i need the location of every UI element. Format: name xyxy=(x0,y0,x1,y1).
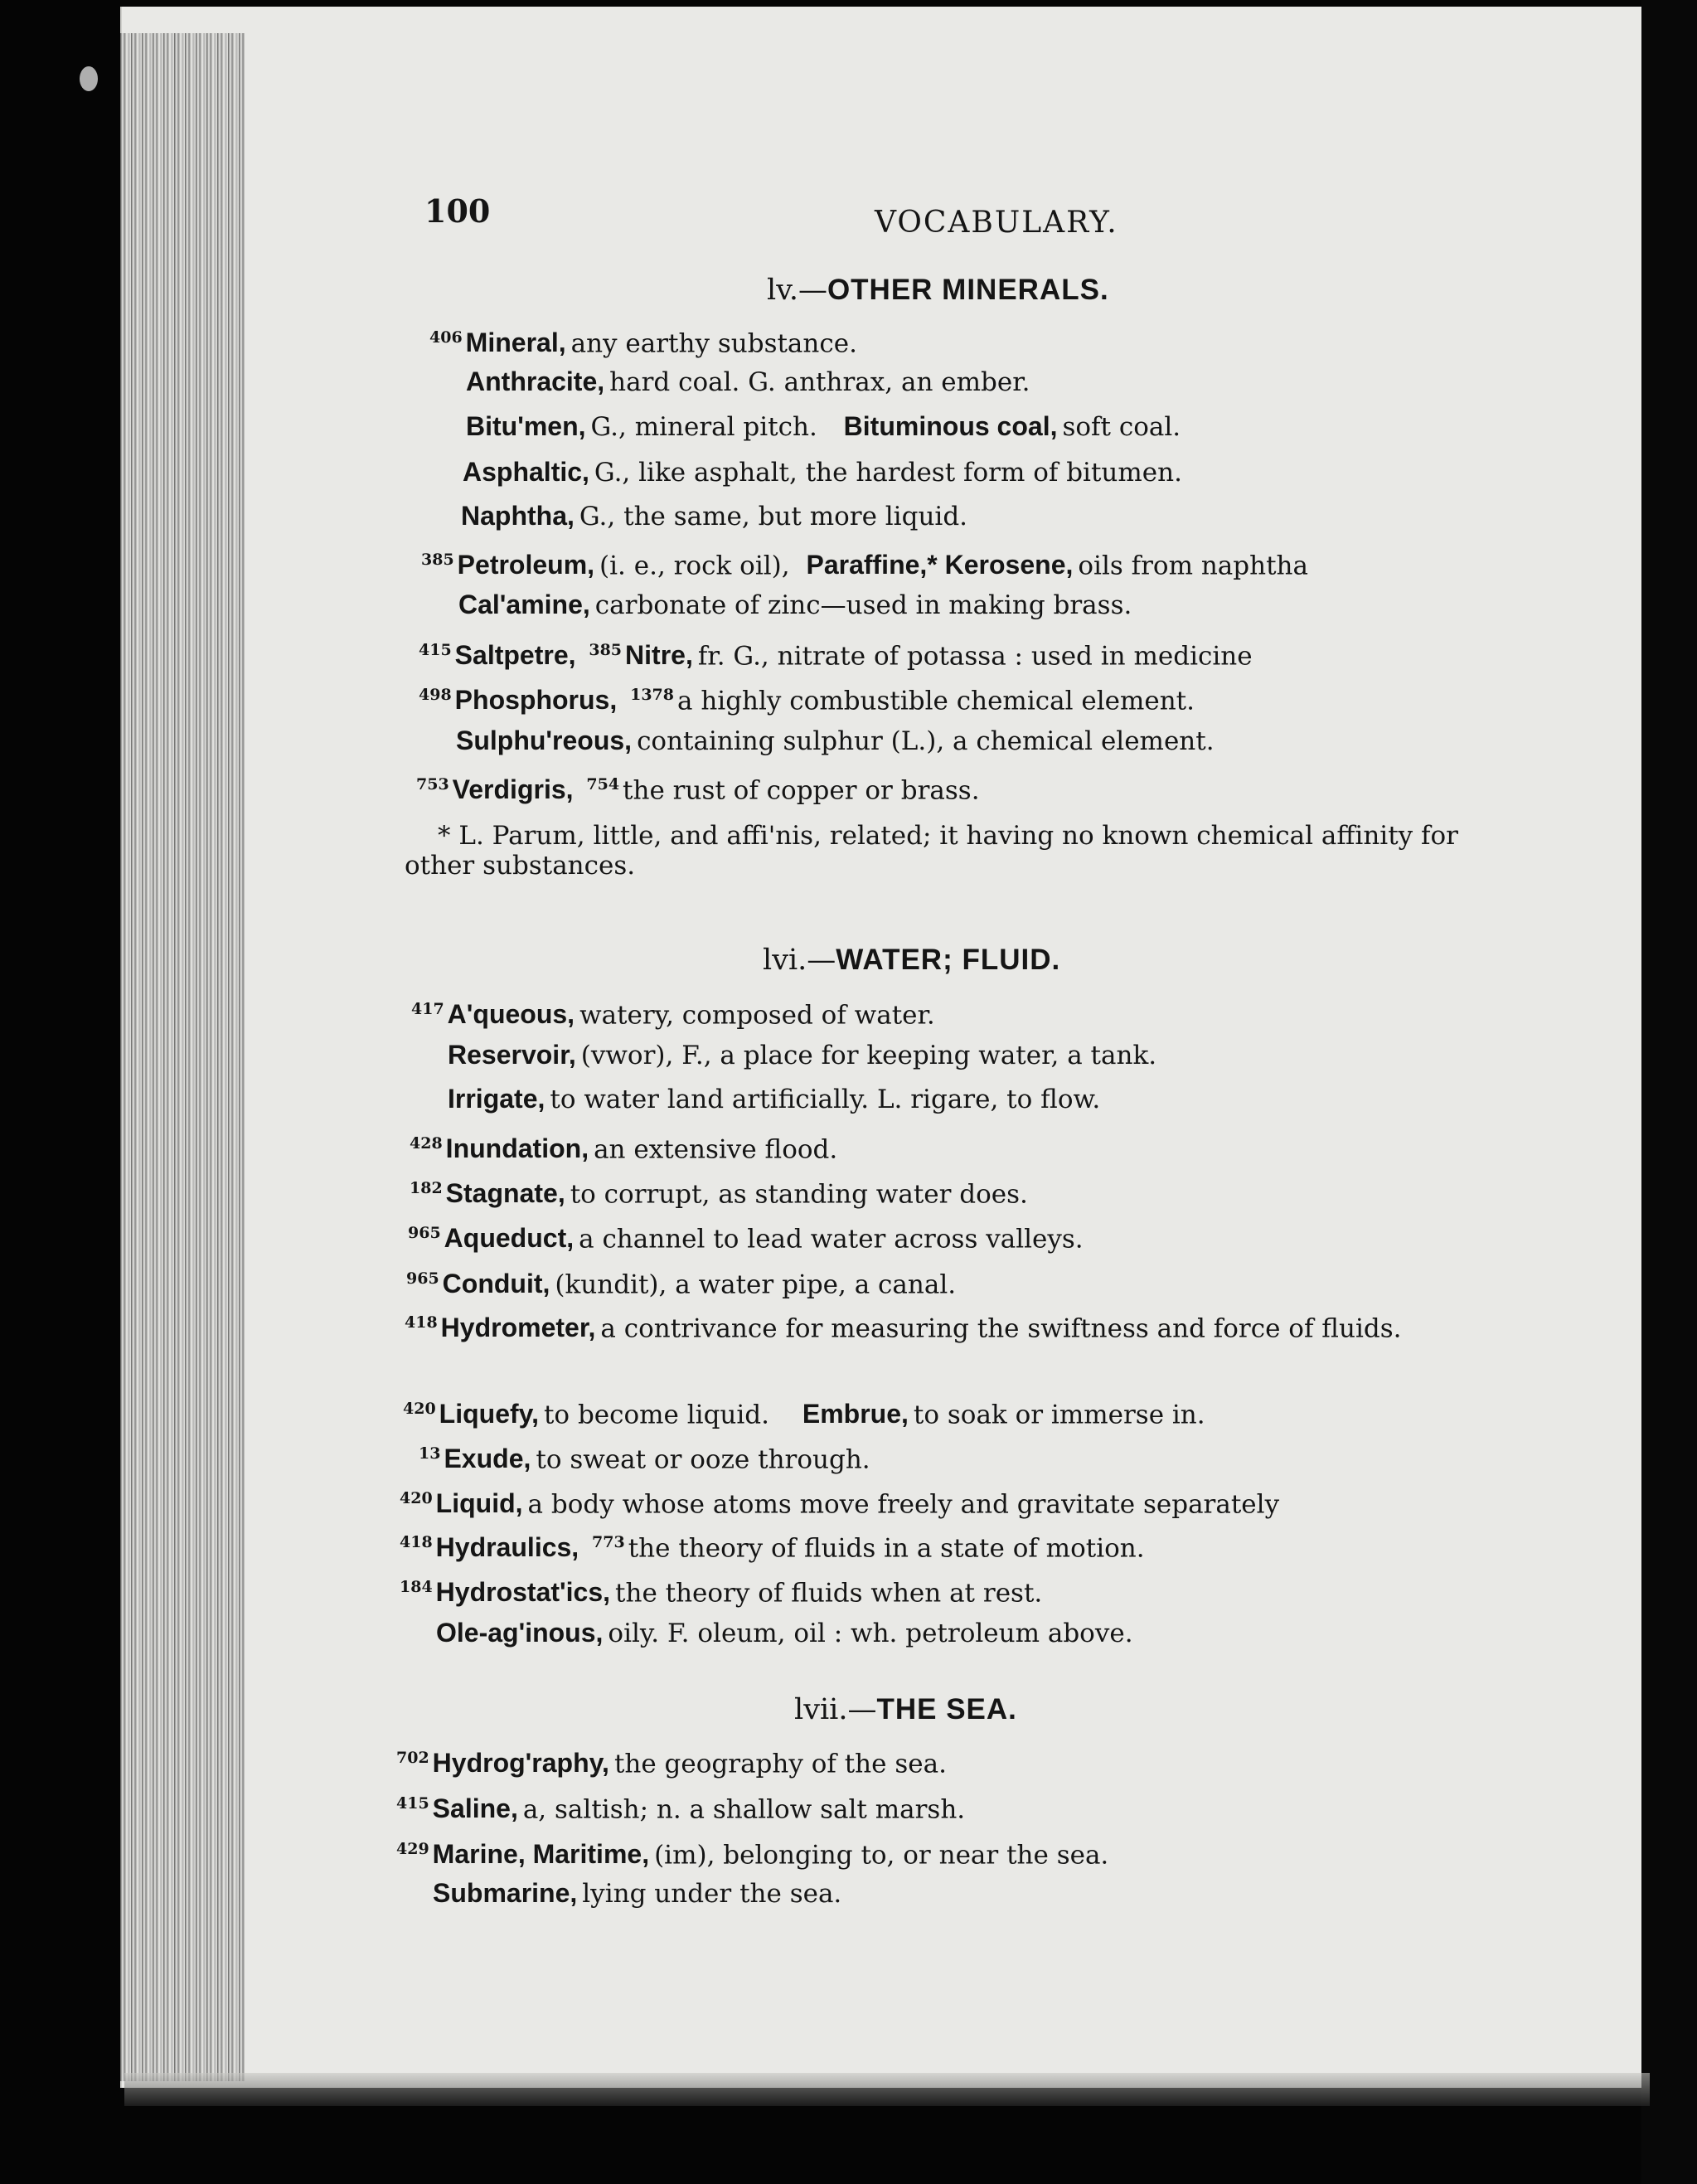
entry-definition: G., mineral pitch. xyxy=(590,412,817,442)
entry-definition-secondary: oils from naphtha xyxy=(1078,551,1308,581)
entry-hydrostatics xyxy=(400,1573,1042,1607)
section-heading-lvii xyxy=(794,1693,1017,1726)
entry-definition: the theory of fluids when at rest. xyxy=(615,1578,1043,1609)
entry-headword: Petroleum, xyxy=(457,550,595,580)
entry-ref-number: 428 xyxy=(410,1134,443,1153)
entry-headword: Liquefy, xyxy=(439,1399,539,1429)
entry-ref-number: 420 xyxy=(400,1489,433,1507)
entry-headword: Exude, xyxy=(444,1444,531,1474)
entry-headword: Phosphorus, xyxy=(454,685,618,716)
entry-definition: hard coal. G. anthrax, an ember. xyxy=(609,367,1030,397)
entry-liquefy xyxy=(403,1395,1205,1429)
section-number: lvii.— xyxy=(794,1693,877,1726)
entry-headword: Irrigate, xyxy=(448,1084,545,1114)
entry-headword: Hydrometer, xyxy=(440,1313,596,1343)
entry-headword-secondary: Embrue, xyxy=(802,1399,909,1429)
entry-marine xyxy=(396,1835,1108,1869)
entry-headword: Hydrostat'ics, xyxy=(435,1577,611,1608)
entry-headword: Stagnate, xyxy=(445,1178,565,1209)
entry-headword: Aqueduct, xyxy=(444,1223,575,1254)
entry-ref-number: 420 xyxy=(403,1400,436,1418)
entry-anthracite xyxy=(466,367,1030,396)
entry-conduit xyxy=(406,1264,956,1298)
entry-petroleum xyxy=(421,546,1308,580)
entry-headword: Mineral, xyxy=(465,328,566,358)
entry-headword: Sulphu'reous, xyxy=(456,726,633,755)
entry-ref-number: 965 xyxy=(406,1269,439,1288)
entry-headword: Marine, Maritime, xyxy=(432,1839,650,1870)
entry-headword: Saltpetre, xyxy=(454,640,576,671)
entry-ref-number: 418 xyxy=(400,1533,433,1551)
entry-hydraulics xyxy=(400,1528,1145,1562)
entry-hydrometer xyxy=(405,1308,1482,1342)
entry-submarine xyxy=(433,1879,841,1908)
entry-sulphureous xyxy=(456,726,1215,755)
entry-ref-number-secondary: 385 xyxy=(589,641,623,659)
entry-naphtha xyxy=(461,502,967,531)
entry-liquid xyxy=(400,1484,1279,1518)
entry-definition: the theory of fluids in a state of motion. xyxy=(628,1533,1145,1564)
entry-definition: watery, composed of water. xyxy=(579,1000,935,1031)
entry-calamine xyxy=(458,590,1132,619)
entry-definition: the geography of the sea. xyxy=(613,1749,947,1779)
entry-headword: Hydraulics, xyxy=(435,1532,579,1563)
entry-headword: Saline, xyxy=(432,1793,518,1824)
entry-definition: G., the same, but more liquid. xyxy=(579,502,968,531)
entry-ref-number: 184 xyxy=(400,1578,433,1596)
entry-saltpetre xyxy=(419,636,1253,670)
entry-definition: a, saltish; n. a shallow salt marsh. xyxy=(522,1794,966,1825)
entry-headword: Submarine, xyxy=(433,1878,578,1908)
entry-headword: Inundation, xyxy=(445,1133,589,1164)
entry-irrigate xyxy=(448,1085,1100,1114)
entry-headword: Naphtha, xyxy=(461,501,575,531)
entry-definition-secondary: to soak or immerse in. xyxy=(913,1400,1205,1430)
entry-phosphorus xyxy=(419,681,1195,715)
entry-headword: Conduit, xyxy=(442,1269,550,1299)
entry-ref-number-secondary: 773 xyxy=(592,1533,625,1551)
page-number: 100 xyxy=(424,192,491,230)
entry-bitumen xyxy=(466,412,1181,441)
entry-definition: a contrivance for measuring the swiftness and force of fluids. xyxy=(600,1313,1402,1344)
section-title: THE SEA. xyxy=(876,1693,1017,1725)
entry-definition: to corrupt, as standing water does. xyxy=(570,1179,1028,1210)
entry-definition: to sweat or ooze through. xyxy=(536,1444,870,1475)
entry-ref-number: 753 xyxy=(416,775,449,794)
entry-saline xyxy=(396,1789,965,1823)
entry-hydrography xyxy=(396,1744,947,1778)
entry-headword-secondary: Nitre, xyxy=(625,640,693,671)
entry-ref-number: 406 xyxy=(429,328,463,347)
section-title: WATER; FLUID. xyxy=(836,944,1061,976)
entry-aqueous xyxy=(411,995,935,1029)
entry-ref-number-secondary: 1378 xyxy=(630,686,674,704)
entry-headword: Hydrog'raphy, xyxy=(432,1748,609,1779)
running-head: VOCABULARY. xyxy=(875,206,1118,240)
entry-definition: any earthy substance. xyxy=(570,328,857,359)
entry-ref-number-secondary: 754 xyxy=(586,775,620,794)
entry-definition: containing sulphur (L.), a chemical element. xyxy=(637,726,1215,756)
entry-headword: Anthracite, xyxy=(466,366,605,396)
section-heading-lvi xyxy=(763,944,1060,977)
entry-definition: a highly combustible chemical element. xyxy=(676,686,1195,716)
entry-definition: to become liquid. xyxy=(543,1400,770,1430)
entry-aqueduct xyxy=(408,1219,1084,1253)
entry-definition: (vwor), F., a place for keeping water, a tank. xyxy=(580,1041,1157,1070)
entry-headword: A'queous, xyxy=(447,999,575,1030)
section-heading-lv xyxy=(767,274,1109,307)
entry-asphaltic xyxy=(463,458,1182,487)
entry-ref-number: 385 xyxy=(421,551,454,569)
entry-oleaginous xyxy=(436,1619,1133,1648)
entry-headword: Liquid, xyxy=(435,1488,523,1519)
entry-ref-number: 702 xyxy=(396,1749,429,1767)
entry-ref-number: 965 xyxy=(408,1224,441,1242)
entry-headword: Verdigris, xyxy=(452,774,574,805)
entry-definition: G., like asphalt, the hardest form of bitumen. xyxy=(594,458,1182,488)
section-number: lv.— xyxy=(767,274,827,307)
entry-mineral xyxy=(429,323,857,357)
entry-ref-number: 498 xyxy=(419,686,452,704)
entry-definition: (i. e., rock oil), xyxy=(599,551,790,581)
entry-exude xyxy=(419,1439,870,1473)
entry-definition: (kundit), a water pipe, a canal. xyxy=(555,1269,957,1300)
footnote: * L. Parum, little, and affi'nis, related; it having no known chemical affinity for other substances. xyxy=(405,821,1458,881)
entry-headword-secondary: Bituminous coal, xyxy=(843,411,1058,441)
entry-stagnate xyxy=(410,1174,1028,1208)
entry-headword-secondary: Paraffine,* Kerosene, xyxy=(806,550,1074,580)
entry-ref-number: 415 xyxy=(396,1794,429,1813)
entry-headword: Bitu'men, xyxy=(466,411,586,441)
section-title: OTHER MINERALS. xyxy=(827,274,1109,306)
entry-inundation xyxy=(410,1129,837,1163)
entry-definition: an extensive flood. xyxy=(594,1134,838,1165)
entry-ref-number: 182 xyxy=(410,1179,443,1197)
entry-definition: oily. F. oleum, oil : wh. petroleum above. xyxy=(608,1619,1133,1648)
entry-definition: (im), belonging to, or near the sea. xyxy=(654,1840,1109,1871)
entry-ref-number: 13 xyxy=(419,1444,441,1463)
entry-headword: Ole-ag'inous, xyxy=(436,1618,604,1648)
entry-definition: a channel to lead water across valleys. xyxy=(579,1224,1084,1255)
entry-headword: Cal'amine, xyxy=(458,590,590,619)
entry-ref-number: 417 xyxy=(411,1000,444,1018)
entry-definition: carbonate of zinc—used in making brass. xyxy=(594,590,1132,620)
entry-verdigris xyxy=(416,770,980,804)
entry-headword: Reservoir, xyxy=(448,1040,576,1070)
entry-definition: lying under the sea. xyxy=(582,1879,842,1909)
entry-reservoir xyxy=(448,1041,1156,1070)
entry-definition: a body whose atoms move freely and gravitate separately xyxy=(527,1489,1280,1520)
entry-definition: to water land artificially. L. rigare, to flow. xyxy=(550,1085,1101,1114)
entry-ref-number: 429 xyxy=(396,1840,429,1858)
entry-ref-number: 418 xyxy=(405,1313,438,1332)
section-number: lvi.— xyxy=(763,944,836,977)
entry-ref-number: 415 xyxy=(419,641,452,659)
entry-definition: the rust of copper or brass. xyxy=(623,775,980,806)
entry-definition: fr. G., nitrate of potassa : used in medicine xyxy=(697,641,1253,672)
entry-headword: Asphaltic, xyxy=(463,457,589,487)
entry-definition-secondary: soft coal. xyxy=(1062,412,1181,442)
